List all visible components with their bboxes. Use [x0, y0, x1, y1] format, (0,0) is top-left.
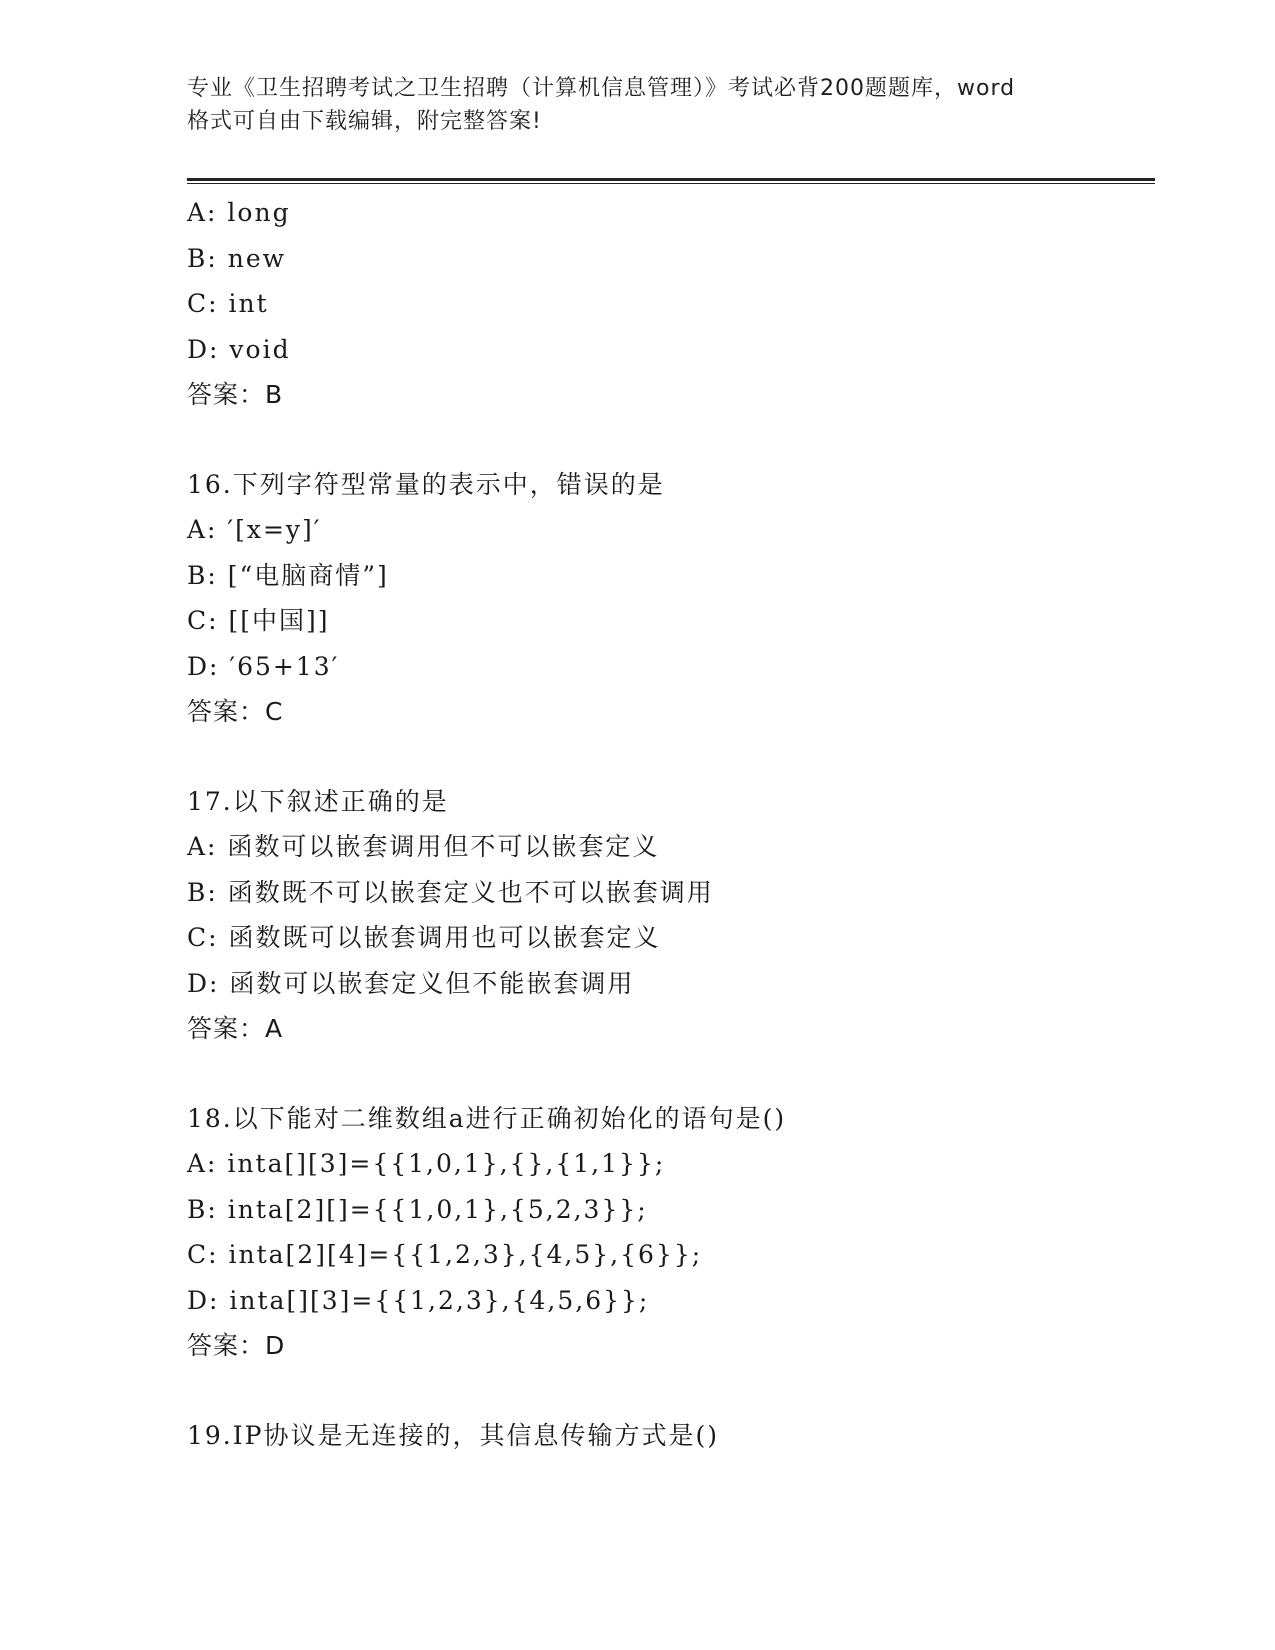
- option-b: B: 函数既不可以嵌套定义也不可以嵌套调用: [187, 877, 714, 907]
- answer-line: 答案：D: [187, 1331, 286, 1360]
- option-a: A: long: [187, 198, 291, 227]
- header-title-line1: 专业《卫生招聘考试之卫生招聘（计算机信息管理）》考试必背200题题库，word: [187, 76, 1016, 101]
- header-divider-thin: [187, 183, 1155, 184]
- option-a: A: 函数可以嵌套调用但不可以嵌套定义: [187, 832, 660, 861]
- answer-line: 答案：C: [187, 697, 284, 726]
- spacer: [187, 735, 1155, 779]
- question-19: [187, 1413, 1155, 1459]
- option-d: D: inta[][3]={{1,2,3},{4,5,6}};: [187, 1285, 650, 1315]
- question-15: [187, 190, 1155, 418]
- option-b: B: [“电脑商情”]: [187, 560, 389, 590]
- answer-line: 答案：B: [187, 380, 284, 409]
- question-stem: 17.以下叙述正确的是: [187, 786, 449, 816]
- option-b: B: inta[2][]={{1,0,1},{5,2,3}};: [187, 1194, 648, 1224]
- question-stem: 19.IP协议是无连接的，其信息传输方式是(): [187, 1420, 719, 1450]
- option-d: D: ′65+13′: [187, 651, 340, 681]
- option-c: C: int: [187, 289, 269, 318]
- question-17: [187, 779, 1155, 1052]
- document-header: [187, 72, 1087, 138]
- option-a: A: inta[][3]={{1,0,1},{},{1,1}};: [187, 1149, 666, 1178]
- option-c: C: [[中国]]: [187, 606, 330, 635]
- question-16: [187, 462, 1155, 735]
- option-c: C: inta[2][4]={{1,2,3},{4,5},{6}};: [187, 1240, 703, 1269]
- spacer: [187, 1052, 1155, 1096]
- option-b: B: new: [187, 243, 287, 273]
- option-a: A: ′[x=y]′: [187, 515, 322, 544]
- question-stem: 16.下列字符型常量的表示中，错误的是: [187, 469, 665, 499]
- option-d: D: 函数可以嵌套定义但不能嵌套调用: [187, 968, 635, 998]
- question-stem: 18.以下能对二维数组a进行正确初始化的语句是(): [187, 1103, 787, 1133]
- header-divider-thick: [187, 178, 1155, 181]
- answer-line: 答案：A: [187, 1014, 284, 1043]
- question-list: [187, 190, 1155, 1458]
- option-d: D: void: [187, 334, 291, 364]
- spacer: [187, 1369, 1155, 1413]
- header-title-line2: 格式可自由下载编辑，附完整答案!: [187, 109, 542, 134]
- option-c: C: 函数既可以嵌套调用也可以嵌套定义: [187, 923, 661, 952]
- question-18: [187, 1096, 1155, 1369]
- spacer: [187, 418, 1155, 462]
